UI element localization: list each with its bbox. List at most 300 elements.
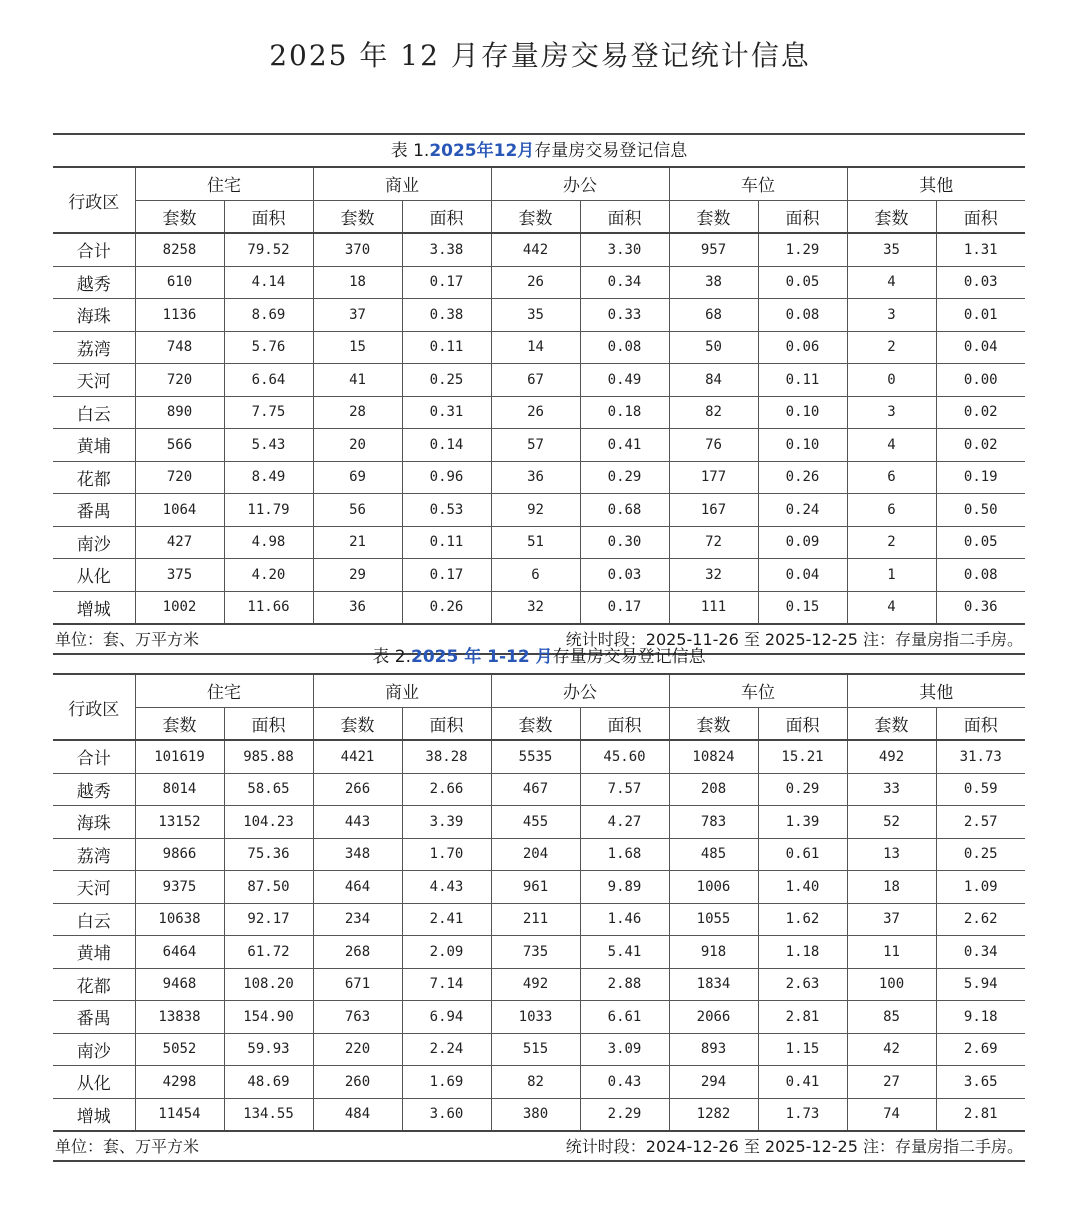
value-cell: 3 (847, 299, 936, 332)
value-cell: 443 (313, 806, 402, 839)
value-cell: 11454 (135, 1098, 224, 1131)
value-cell: 6.94 (402, 1001, 491, 1034)
district-cell: 花都 (53, 461, 135, 494)
district-cell: 黄埔 (53, 429, 135, 462)
value-cell: 9.89 (580, 871, 669, 904)
value-cell: 0.06 (758, 331, 847, 364)
value-cell: 0.38 (402, 299, 491, 332)
metric-header: 套数 (491, 707, 580, 740)
district-cell: 白云 (53, 396, 135, 429)
value-cell: 1.15 (758, 1033, 847, 1066)
value-cell: 0.29 (580, 461, 669, 494)
value-cell: 380 (491, 1098, 580, 1131)
value-cell: 92 (491, 494, 580, 527)
value-cell: 3.39 (402, 806, 491, 839)
value-cell: 35 (847, 233, 936, 266)
value-cell: 0.09 (758, 526, 847, 559)
value-cell: 0.41 (580, 429, 669, 462)
district-cell: 海珠 (53, 299, 135, 332)
district-cell: 海珠 (53, 806, 135, 839)
value-cell: 0.00 (936, 364, 1025, 397)
value-cell: 51 (491, 526, 580, 559)
value-cell: 1834 (669, 968, 758, 1001)
table-row (53, 461, 1025, 494)
value-cell: 100 (847, 968, 936, 1001)
district-cell: 番禺 (53, 1001, 135, 1034)
value-cell: 0.05 (936, 526, 1025, 559)
value-cell: 961 (491, 871, 580, 904)
value-cell: 4298 (135, 1066, 224, 1099)
table-row (53, 838, 1025, 871)
value-cell: 957 (669, 233, 758, 266)
value-cell: 204 (491, 838, 580, 871)
value-cell: 2.09 (402, 936, 491, 969)
value-cell: 720 (135, 364, 224, 397)
district-cell: 增城 (53, 1098, 135, 1131)
value-cell: 26 (491, 396, 580, 429)
value-cell: 918 (669, 936, 758, 969)
value-cell: 1033 (491, 1001, 580, 1034)
value-cell: 1.09 (936, 871, 1025, 904)
value-cell: 18 (313, 266, 402, 299)
value-cell: 0.61 (758, 838, 847, 871)
caption-period-highlight: 2025年12月 (429, 141, 535, 161)
value-cell: 10638 (135, 903, 224, 936)
value-cell: 75.36 (224, 838, 313, 871)
value-cell: 0 (847, 364, 936, 397)
district-cell: 南沙 (53, 526, 135, 559)
district-cell: 天河 (53, 871, 135, 904)
metric-header: 套数 (313, 200, 402, 233)
value-cell: 1.70 (402, 838, 491, 871)
district-cell: 白云 (53, 903, 135, 936)
value-cell: 29 (313, 559, 402, 592)
value-cell: 5.41 (580, 936, 669, 969)
header-row-groups (53, 674, 1025, 707)
value-cell: 8.49 (224, 461, 313, 494)
table-row (53, 1001, 1025, 1034)
value-cell: 1 (847, 559, 936, 592)
value-cell: 18 (847, 871, 936, 904)
table-row (53, 559, 1025, 592)
value-cell: 7.14 (402, 968, 491, 1001)
value-cell: 0.03 (936, 266, 1025, 299)
table-row (53, 526, 1025, 559)
value-cell: 4 (847, 266, 936, 299)
stats-table (53, 673, 1025, 1132)
value-cell: 0.53 (402, 494, 491, 527)
value-cell: 0.08 (580, 331, 669, 364)
table-2-block (53, 641, 1025, 1162)
value-cell: 0.18 (580, 396, 669, 429)
value-cell: 58.65 (224, 773, 313, 806)
value-cell: 208 (669, 773, 758, 806)
district-column-header: 行政区 (53, 674, 135, 740)
value-cell: 0.36 (936, 591, 1025, 624)
value-cell: 211 (491, 903, 580, 936)
value-cell: 2.41 (402, 903, 491, 936)
period-note: 统计时段：2024-12-26 至 2025-12-25 注：存量房指二手房。 (565, 1137, 1023, 1156)
value-cell: 3.30 (580, 233, 669, 266)
value-cell: 111 (669, 591, 758, 624)
table-row (53, 903, 1025, 936)
value-cell: 1064 (135, 494, 224, 527)
value-cell: 2.66 (402, 773, 491, 806)
value-cell: 32 (491, 591, 580, 624)
category-header: 商业 (313, 167, 491, 200)
table-row (53, 936, 1025, 969)
value-cell: 72 (669, 526, 758, 559)
value-cell: 0.31 (402, 396, 491, 429)
value-cell: 375 (135, 559, 224, 592)
value-cell: 1.31 (936, 233, 1025, 266)
value-cell: 0.26 (402, 591, 491, 624)
value-cell: 0.49 (580, 364, 669, 397)
value-cell: 6464 (135, 936, 224, 969)
district-cell: 从化 (53, 1066, 135, 1099)
value-cell: 492 (491, 968, 580, 1001)
value-cell: 6.61 (580, 1001, 669, 1034)
document-title: 2025 年 12 月存量房交易登记统计信息 (269, 39, 811, 72)
category-header: 办公 (491, 674, 669, 707)
value-cell: 3.09 (580, 1033, 669, 1066)
header-row-metrics (53, 707, 1025, 740)
value-cell: 890 (135, 396, 224, 429)
metric-header: 面积 (224, 707, 313, 740)
value-cell: 50 (669, 331, 758, 364)
value-cell: 36 (491, 461, 580, 494)
value-cell: 4 (847, 591, 936, 624)
value-cell: 0.04 (758, 559, 847, 592)
value-cell: 15.21 (758, 740, 847, 773)
value-cell: 6.64 (224, 364, 313, 397)
category-header: 办公 (491, 167, 669, 200)
value-cell: 52 (847, 806, 936, 839)
value-cell: 294 (669, 1066, 758, 1099)
metric-header: 面积 (402, 707, 491, 740)
value-cell: 485 (669, 838, 758, 871)
value-cell: 0.43 (580, 1066, 669, 1099)
value-cell: 0.11 (402, 331, 491, 364)
table-row (53, 968, 1025, 1001)
table-row (53, 396, 1025, 429)
table-row (53, 266, 1025, 299)
value-cell: 2.29 (580, 1098, 669, 1131)
table-row (53, 1033, 1025, 1066)
value-cell: 45.60 (580, 740, 669, 773)
category-header: 其他 (847, 167, 1025, 200)
table-row (53, 871, 1025, 904)
metric-header: 套数 (135, 200, 224, 233)
value-cell: 0.17 (402, 266, 491, 299)
value-cell: 1.29 (758, 233, 847, 266)
value-cell: 0.08 (758, 299, 847, 332)
value-cell: 1006 (669, 871, 758, 904)
value-cell: 85 (847, 1001, 936, 1034)
value-cell: 0.34 (936, 936, 1025, 969)
value-cell: 74 (847, 1098, 936, 1131)
value-cell: 266 (313, 773, 402, 806)
value-cell: 38 (669, 266, 758, 299)
value-cell: 84 (669, 364, 758, 397)
metric-header: 面积 (936, 200, 1025, 233)
value-cell: 104.23 (224, 806, 313, 839)
value-cell: 1.69 (402, 1066, 491, 1099)
table-row (53, 494, 1025, 527)
value-cell: 87.50 (224, 871, 313, 904)
value-cell: 0.03 (580, 559, 669, 592)
value-cell: 3 (847, 396, 936, 429)
value-cell: 108.20 (224, 968, 313, 1001)
caption-prefix: 表 2. (372, 647, 411, 667)
value-cell: 41 (313, 364, 402, 397)
value-cell: 2.63 (758, 968, 847, 1001)
district-cell: 天河 (53, 364, 135, 397)
value-cell: 5052 (135, 1033, 224, 1066)
value-cell: 3.65 (936, 1066, 1025, 1099)
value-cell: 427 (135, 526, 224, 559)
value-cell: 2.62 (936, 903, 1025, 936)
value-cell: 7.57 (580, 773, 669, 806)
value-cell: 10824 (669, 740, 758, 773)
value-cell: 11.79 (224, 494, 313, 527)
period-note: 统计时段：2025-11-26 至 2025-12-25 注：存量房指二手房。 (565, 630, 1023, 649)
district-cell: 荔湾 (53, 331, 135, 364)
value-cell: 9.18 (936, 1001, 1025, 1034)
district-cell: 荔湾 (53, 838, 135, 871)
value-cell: 893 (669, 1033, 758, 1066)
table-caption (53, 641, 1025, 673)
value-cell: 2.57 (936, 806, 1025, 839)
value-cell: 6 (847, 461, 936, 494)
header-row-metrics (53, 200, 1025, 233)
metric-header: 面积 (758, 707, 847, 740)
value-cell: 134.55 (224, 1098, 313, 1131)
district-cell: 合计 (53, 740, 135, 773)
category-header: 住宅 (135, 674, 313, 707)
metric-header: 套数 (847, 200, 936, 233)
value-cell: 566 (135, 429, 224, 462)
value-cell: 42 (847, 1033, 936, 1066)
value-cell: 0.59 (936, 773, 1025, 806)
value-cell: 2.69 (936, 1033, 1025, 1066)
value-cell: 0.11 (758, 364, 847, 397)
value-cell: 0.33 (580, 299, 669, 332)
value-cell: 467 (491, 773, 580, 806)
metric-header: 面积 (402, 200, 491, 233)
district-cell: 增城 (53, 591, 135, 624)
metric-header: 面积 (936, 707, 1025, 740)
value-cell: 8014 (135, 773, 224, 806)
table-row (53, 806, 1025, 839)
value-cell: 234 (313, 903, 402, 936)
district-cell: 越秀 (53, 773, 135, 806)
value-cell: 0.02 (936, 396, 1025, 429)
metric-header: 套数 (313, 707, 402, 740)
value-cell: 20 (313, 429, 402, 462)
value-cell: 3.60 (402, 1098, 491, 1131)
value-cell: 4 (847, 429, 936, 462)
value-cell: 13152 (135, 806, 224, 839)
value-cell: 69 (313, 461, 402, 494)
value-cell: 8.69 (224, 299, 313, 332)
value-cell: 154.90 (224, 1001, 313, 1034)
value-cell: 14 (491, 331, 580, 364)
value-cell: 79.52 (224, 233, 313, 266)
value-cell: 21 (313, 526, 402, 559)
value-cell: 0.25 (936, 838, 1025, 871)
value-cell: 167 (669, 494, 758, 527)
value-cell: 1136 (135, 299, 224, 332)
value-cell: 0.05 (758, 266, 847, 299)
value-cell: 1.39 (758, 806, 847, 839)
value-cell: 1282 (669, 1098, 758, 1131)
value-cell: 9375 (135, 871, 224, 904)
value-cell: 9866 (135, 838, 224, 871)
value-cell: 0.11 (402, 526, 491, 559)
metric-header: 套数 (135, 707, 224, 740)
district-cell: 合计 (53, 233, 135, 266)
value-cell: 492 (847, 740, 936, 773)
unit-note: 单位：套、万平方米 (55, 630, 200, 649)
table-footer (53, 1132, 1025, 1162)
value-cell: 15 (313, 331, 402, 364)
category-header: 其他 (847, 674, 1025, 707)
district-cell: 从化 (53, 559, 135, 592)
value-cell: 515 (491, 1033, 580, 1066)
value-cell: 56 (313, 494, 402, 527)
value-cell: 28 (313, 396, 402, 429)
value-cell: 13 (847, 838, 936, 871)
value-cell: 5.76 (224, 331, 313, 364)
table-row (53, 429, 1025, 462)
value-cell: 5.94 (936, 968, 1025, 1001)
value-cell: 0.02 (936, 429, 1025, 462)
value-cell: 6 (491, 559, 580, 592)
value-cell: 4.43 (402, 871, 491, 904)
value-cell: 2.81 (936, 1098, 1025, 1131)
value-cell: 5535 (491, 740, 580, 773)
value-cell: 260 (313, 1066, 402, 1099)
value-cell: 31.73 (936, 740, 1025, 773)
category-header: 车位 (669, 674, 847, 707)
value-cell: 0.17 (402, 559, 491, 592)
value-cell: 11.66 (224, 591, 313, 624)
value-cell: 0.14 (402, 429, 491, 462)
value-cell: 268 (313, 936, 402, 969)
caption-prefix: 表 1. (390, 141, 430, 161)
total-row (53, 233, 1025, 266)
value-cell: 177 (669, 461, 758, 494)
caption-suffix: 存量房交易登记信息 (534, 141, 688, 161)
value-cell: 92.17 (224, 903, 313, 936)
value-cell: 57 (491, 429, 580, 462)
category-header: 住宅 (135, 167, 313, 200)
value-cell: 2.81 (758, 1001, 847, 1034)
metric-header: 面积 (580, 200, 669, 233)
value-cell: 1.46 (580, 903, 669, 936)
district-column-header: 行政区 (53, 167, 135, 233)
value-cell: 0.19 (936, 461, 1025, 494)
value-cell: 8258 (135, 233, 224, 266)
value-cell: 33 (847, 773, 936, 806)
value-cell: 0.30 (580, 526, 669, 559)
value-cell: 67 (491, 364, 580, 397)
table-row (53, 331, 1025, 364)
district-cell: 番禺 (53, 494, 135, 527)
value-cell: 3.38 (402, 233, 491, 266)
table-row (53, 591, 1025, 624)
value-cell: 48.69 (224, 1066, 313, 1099)
value-cell: 4.98 (224, 526, 313, 559)
metric-header: 面积 (224, 200, 313, 233)
value-cell: 0.50 (936, 494, 1025, 527)
value-cell: 101619 (135, 740, 224, 773)
value-cell: 484 (313, 1098, 402, 1131)
metric-header: 面积 (758, 200, 847, 233)
value-cell: 1.40 (758, 871, 847, 904)
value-cell: 671 (313, 968, 402, 1001)
total-row (53, 740, 1025, 773)
value-cell: 2 (847, 331, 936, 364)
value-cell: 0.29 (758, 773, 847, 806)
district-cell: 花都 (53, 968, 135, 1001)
value-cell: 37 (313, 299, 402, 332)
category-header: 商业 (313, 674, 491, 707)
value-cell: 0.34 (580, 266, 669, 299)
value-cell: 0.10 (758, 396, 847, 429)
value-cell: 5.43 (224, 429, 313, 462)
metric-header: 套数 (847, 707, 936, 740)
value-cell: 1.18 (758, 936, 847, 969)
value-cell: 6 (847, 494, 936, 527)
value-cell: 59.93 (224, 1033, 313, 1066)
value-cell: 76 (669, 429, 758, 462)
district-cell: 越秀 (53, 266, 135, 299)
metric-header: 套数 (669, 707, 758, 740)
value-cell: 348 (313, 838, 402, 871)
value-cell: 11 (847, 936, 936, 969)
value-cell: 82 (669, 396, 758, 429)
value-cell: 37 (847, 903, 936, 936)
value-cell: 783 (669, 806, 758, 839)
value-cell: 0.68 (580, 494, 669, 527)
value-cell: 0.04 (936, 331, 1025, 364)
value-cell: 0.01 (936, 299, 1025, 332)
table-row (53, 1066, 1025, 1099)
value-cell: 748 (135, 331, 224, 364)
value-cell: 720 (135, 461, 224, 494)
value-cell: 13838 (135, 1001, 224, 1034)
district-cell: 黄埔 (53, 936, 135, 969)
table-row (53, 364, 1025, 397)
value-cell: 4421 (313, 740, 402, 773)
value-cell: 0.08 (936, 559, 1025, 592)
value-cell: 0.17 (580, 591, 669, 624)
value-cell: 455 (491, 806, 580, 839)
value-cell: 4.20 (224, 559, 313, 592)
district-cell: 南沙 (53, 1033, 135, 1066)
value-cell: 0.96 (402, 461, 491, 494)
value-cell: 35 (491, 299, 580, 332)
value-cell: 82 (491, 1066, 580, 1099)
value-cell: 9468 (135, 968, 224, 1001)
value-cell: 1.73 (758, 1098, 847, 1131)
value-cell: 0.15 (758, 591, 847, 624)
value-cell: 464 (313, 871, 402, 904)
value-cell: 4.14 (224, 266, 313, 299)
value-cell: 26 (491, 266, 580, 299)
